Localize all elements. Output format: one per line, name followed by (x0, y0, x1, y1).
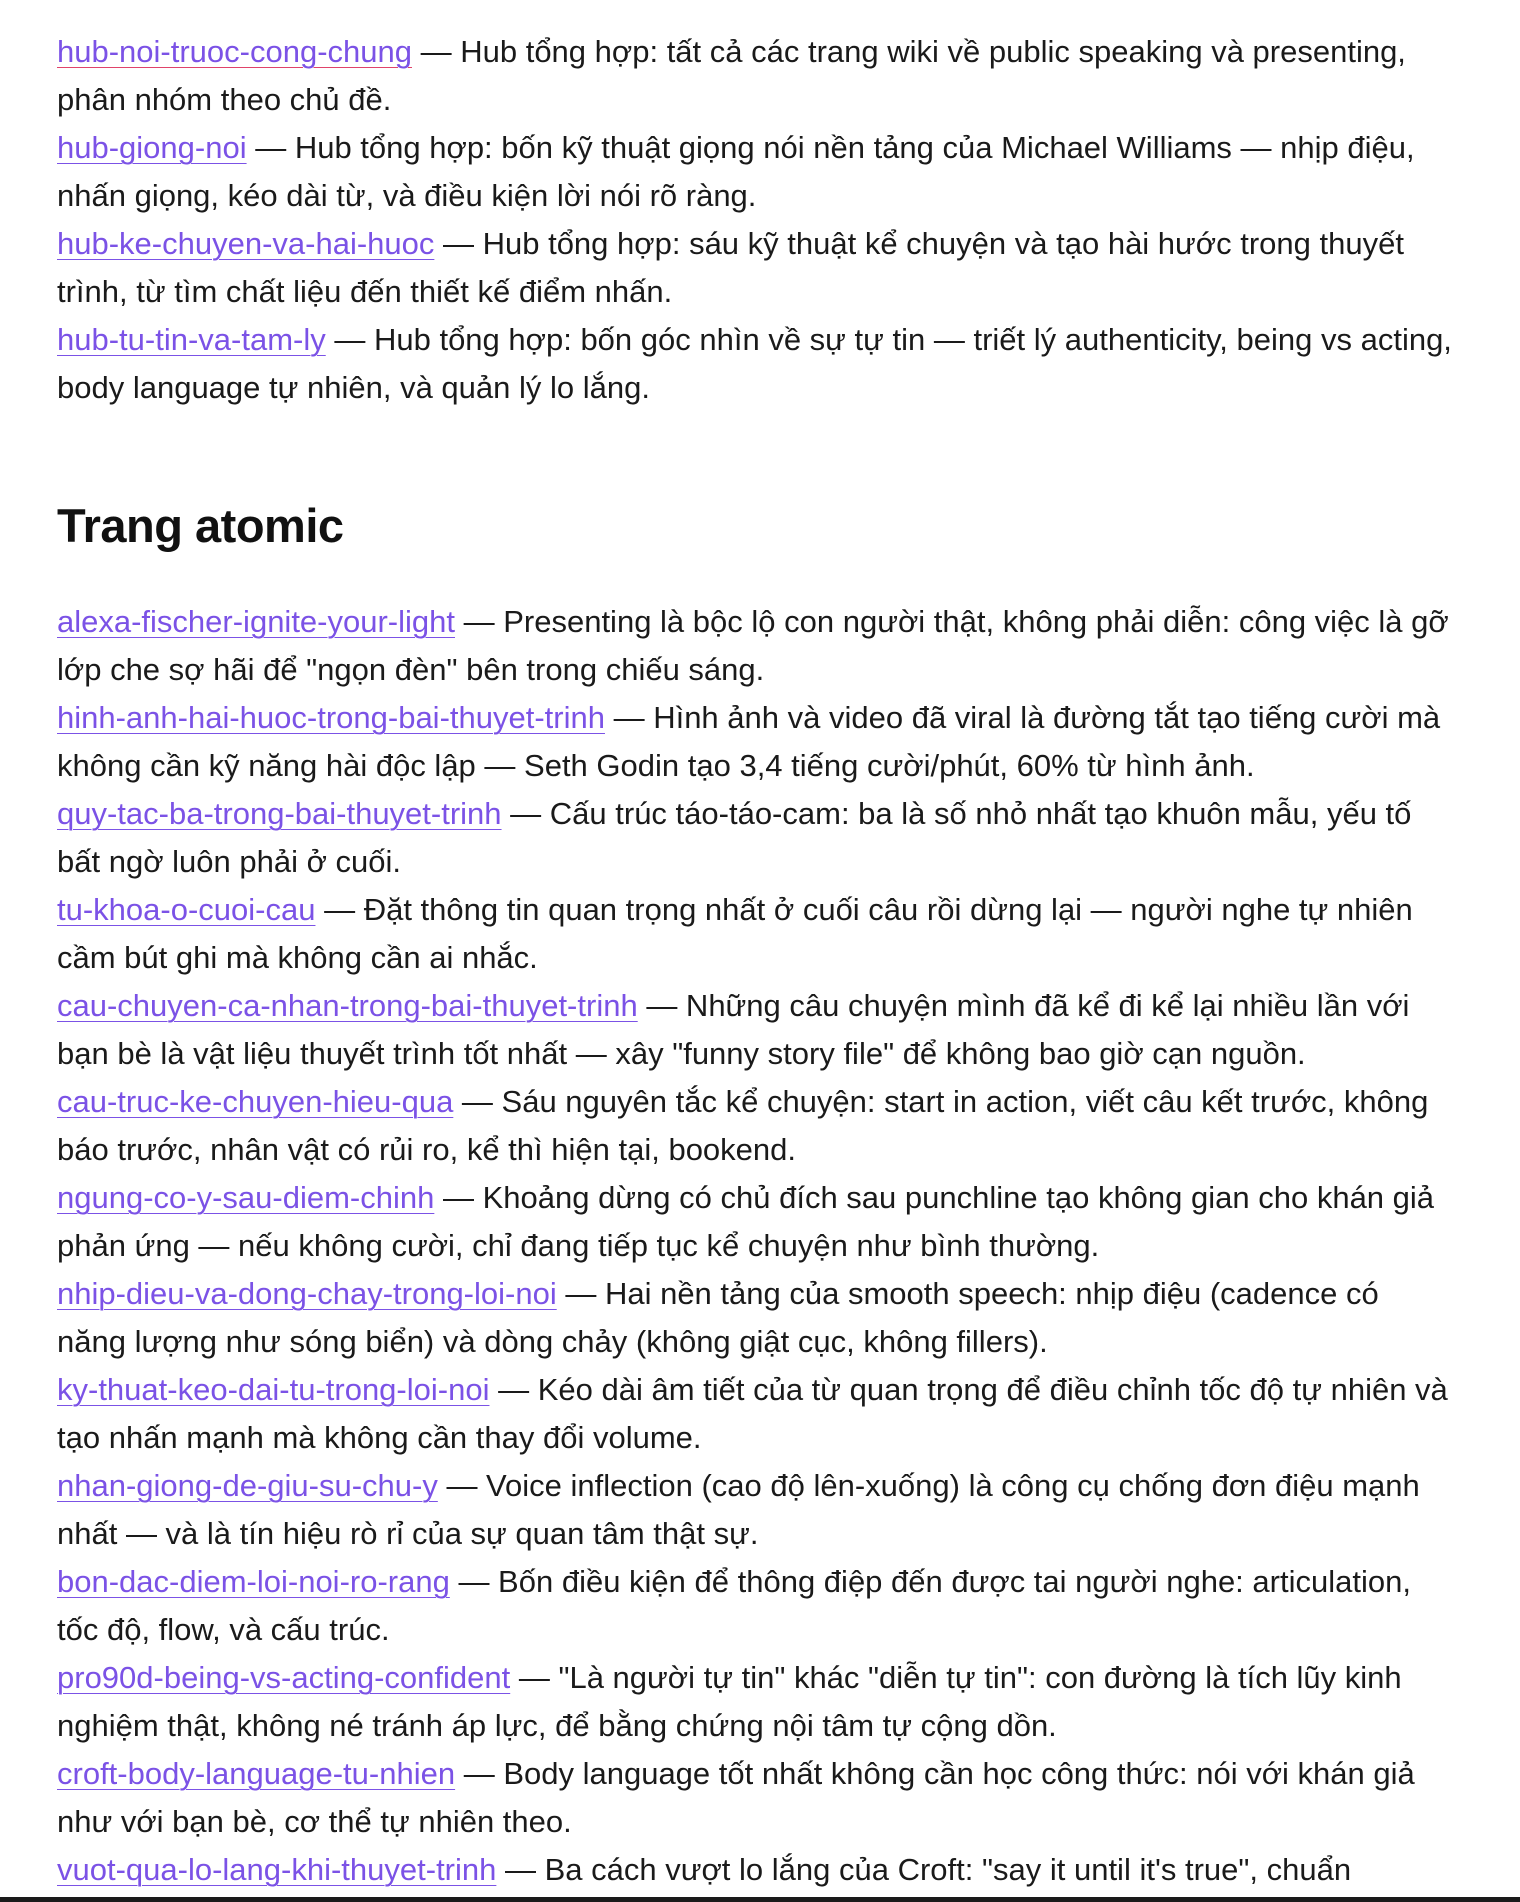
wiki-link[interactable]: vuot-qua-lo-lang-khi-thuyet-trinh (57, 1852, 497, 1887)
list-item (57, 1270, 1452, 1366)
wiki-link[interactable]: bon-dac-diem-loi-noi-ro-rang (57, 1564, 450, 1599)
link-description: — Presenting là bộc lộ con người thật, không phải diễn: công việc là gỡ lớp che sợ hãi để "ngọn đèn" bên trong chiếu sáng. (57, 604, 1449, 687)
list-item (57, 124, 1452, 220)
wiki-link[interactable]: cau-chuyen-ca-nhan-trong-bai-thuyet-trinh (57, 988, 638, 1023)
link-description: — Hub tổng hợp: tất cả các trang wiki về public speaking và presenting, phân nhóm theo chủ đề. (57, 34, 1406, 117)
wiki-link[interactable]: tu-khoa-o-cuoi-cau (57, 892, 316, 927)
section-heading-atomic: Trang atomic (57, 499, 344, 552)
link-description: — Những câu chuyện mình đã kể đi kể lại nhiều lần với bạn bè là vật liệu thuyết trình tốt nhất — xây "funny story file" để không bao giờ cạn nguồn. (57, 988, 1410, 1071)
list-item (57, 220, 1452, 316)
list-item (57, 1654, 1452, 1750)
link-description: — Hình ảnh và video đã viral là đường tắt tạo tiếng cười mà không cần kỹ năng hài độc lập — Seth Godin tạo 3,4 tiếng cười/phút, 60% từ hình ảnh. (57, 700, 1441, 783)
link-description: — Hub tổng hợp: bốn kỹ thuật giọng nói nền tảng của Michael Williams — nhịp điệu, nhấn giọng, kéo dài từ, và điều kiện lời nói rõ ràng. (57, 130, 1415, 213)
wiki-link[interactable]: pro90d-being-vs-acting-confident (57, 1660, 511, 1695)
link-description: — Bốn điều kiện để thông điệp đến được tai người nghe: articulation, tốc độ, flow, và cấu trúc. (57, 1564, 1411, 1647)
wiki-link[interactable]: hub-ke-chuyen-va-hai-huoc (57, 226, 435, 261)
link-description: — Khoảng dừng có chủ đích sau punchline tạo không gian cho khán giả phản ứng — nếu không cười, chỉ đang tiếp tục kể chuyện như bình thường. (57, 1180, 1435, 1263)
list-item (57, 1174, 1452, 1270)
list-item (57, 316, 1452, 412)
list-item (57, 28, 1452, 124)
link-description: — Voice inflection (cao độ lên-xuống) là công cụ chống đơn điệu mạnh nhất — và là tín hiệu rò rỉ của sự quan tâm thật sự. (57, 1468, 1420, 1551)
link-description: — Cấu trúc táo-táo-cam: ba là số nhỏ nhất tạo khuôn mẫu, yếu tố bất ngờ luôn phải ở cuối. (57, 796, 1412, 879)
link-description: — Sáu nguyên tắc kể chuyện: start in action, viết câu kết trước, không báo trước, nhân vật có rủi ro, kể thì hiện tại, bookend. (57, 1084, 1429, 1167)
document-body (57, 28, 1452, 1894)
link-description: — Hub tổng hợp: sáu kỹ thuật kể chuyện và tạo hài hước trong thuyết trình, từ tìm chất liệu đến thiết kế điểm nhấn. (57, 226, 1404, 309)
wiki-link[interactable]: croft-body-language-tu-nhien (57, 1756, 456, 1791)
wiki-link[interactable]: hub-tu-tin-va-tam-ly (57, 322, 326, 357)
link-description: — Kéo dài âm tiết của từ quan trọng để điều chỉnh tốc độ tự nhiên và tạo nhấn mạnh mà không cần thay đổi volume. (57, 1372, 1448, 1455)
wiki-link[interactable]: alexa-fischer-ignite-your-light (57, 604, 455, 639)
list-item (57, 598, 1452, 694)
list-item (57, 1366, 1452, 1462)
wiki-link[interactable]: hub-noi-truoc-cong-chung (57, 34, 412, 69)
list-item (57, 1846, 1452, 1894)
list-item (57, 1462, 1452, 1558)
wiki-link[interactable]: nhip-dieu-va-dong-chay-trong-loi-noi (57, 1276, 557, 1311)
wiki-link[interactable]: hub-giong-noi (57, 130, 247, 165)
list-item (57, 982, 1452, 1078)
wiki-link[interactable]: nhan-giong-de-giu-su-chu-y (57, 1468, 438, 1503)
link-description: — Ba cách vượt lo lắng của Croft: "say it until it's true", chuẩn (496, 1852, 1352, 1887)
list-item (57, 790, 1452, 886)
wiki-link[interactable]: quy-tac-ba-trong-bai-thuyet-trinh (57, 796, 502, 831)
wiki-link[interactable]: hinh-anh-hai-huoc-trong-bai-thuyet-trinh (57, 700, 605, 735)
wiki-link[interactable]: ngung-co-y-sau-diem-chinh (57, 1180, 435, 1215)
list-item (57, 1750, 1452, 1846)
link-description: — "Là người tự tin" khác "diễn tự tin": con đường là tích lũy kinh nghiệm thật, không né tránh áp lực, để bằng chứng nội tâm tự cộng dồn. (57, 1660, 1402, 1743)
list-item (57, 1558, 1452, 1654)
link-description: — Đặt thông tin quan trọng nhất ở cuối câu rồi dừng lại — người nghe tự nhiên cầm bút ghi mà không cần ai nhắc. (57, 892, 1413, 975)
list-item (57, 694, 1452, 790)
list-item (57, 886, 1452, 982)
wiki-link[interactable]: cau-truc-ke-chuyen-hieu-qua (57, 1084, 454, 1119)
link-description: — Hai nền tảng của smooth speech: nhịp điệu (cadence có năng lượng như sóng biển) và dòng chảy (không giật cục, không fillers). (57, 1276, 1379, 1359)
atomic-list (57, 598, 1452, 1894)
link-description: — Body language tốt nhất không cần học công thức: nói với khán giả như với bạn bè, cơ thể tự nhiên theo. (57, 1756, 1415, 1839)
bottom-divider (0, 1897, 1520, 1902)
link-description: — Hub tổng hợp: bốn góc nhìn về sự tự tin — triết lý authenticity, being vs acting, body language tự nhiên, và quản lý lo lắng. (57, 322, 1452, 405)
hub-list (57, 28, 1452, 412)
list-item (57, 1078, 1452, 1174)
wiki-link[interactable]: ky-thuat-keo-dai-tu-trong-loi-noi (57, 1372, 490, 1407)
